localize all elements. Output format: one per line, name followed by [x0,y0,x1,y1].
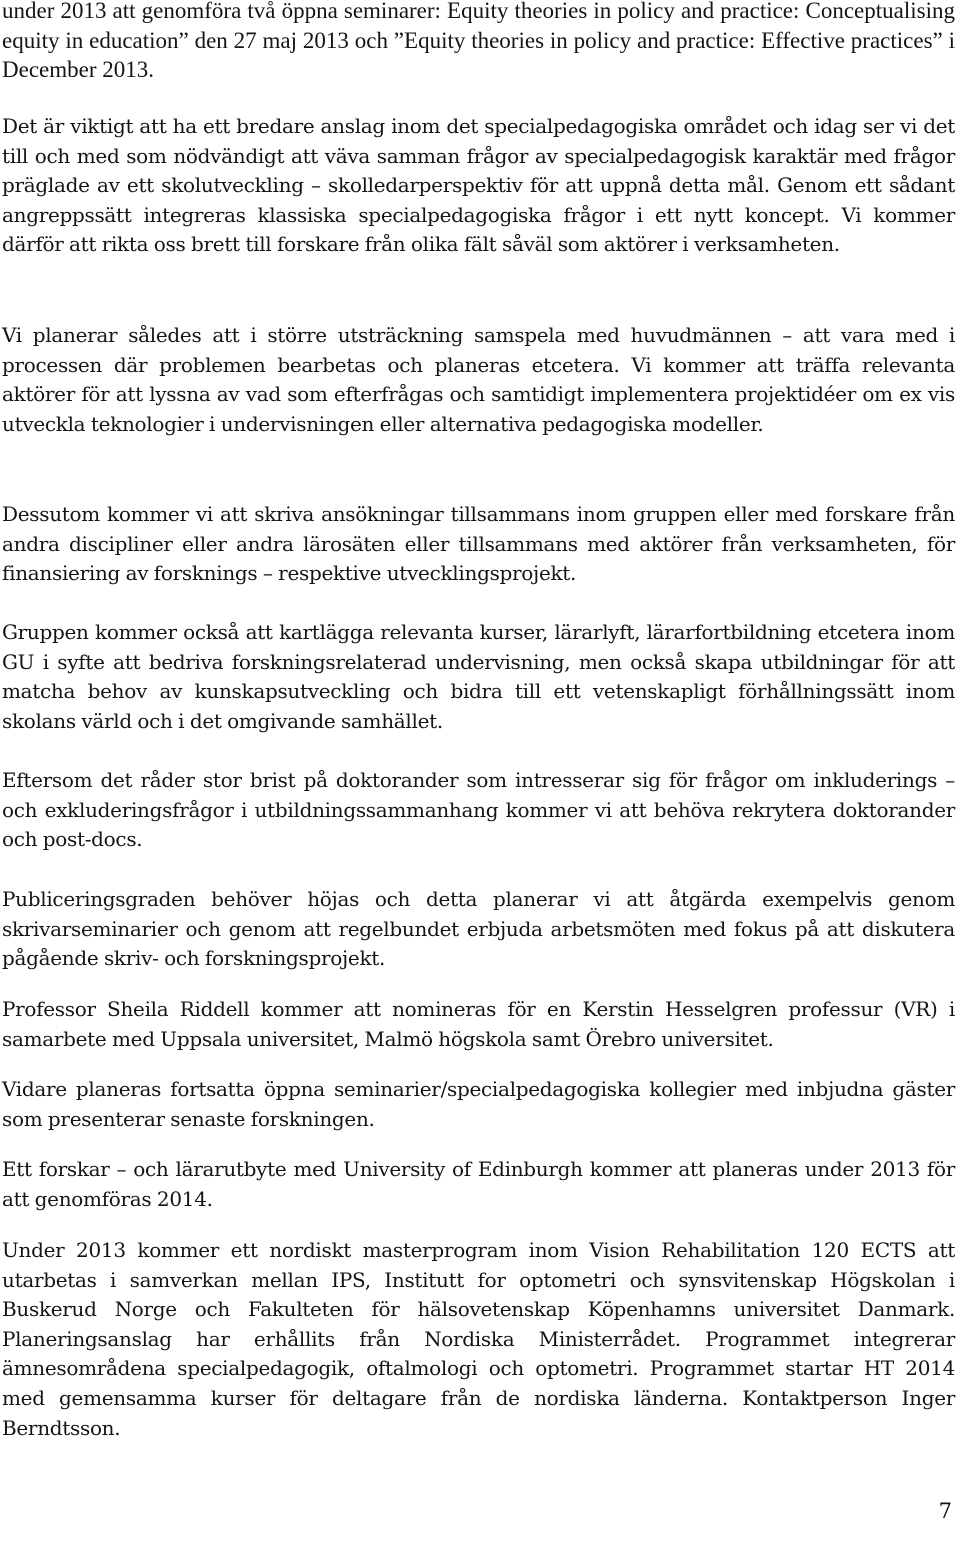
paragraph-master-programme: Under 2013 kommer ett nordiskt masterprogram inom Vision Rehabilitation 120 ECTS att utarbetas i samverkan mellan IPS, Institutt for optometri och synsvitenskap Högskolan i Buskerud Norge och Fakulteten för hälsovetenskap Köpenhamns universitet Danmark. Planeringsanslag har erhållits från Nordiska Ministerrådet. Programmet integrerar ämnesområdena specialpedagogik, oftalmologi och optometri. Programmet startar HT 2014 med gemensamma kurser för deltagare från de nordiska länderna. Kontaktperson Inger Berndtsson. [2,1238,955,1440]
paragraph-courses-survey: Gruppen kommer också att kartlägga relevanta kurser, lärarlyft, lärarfortbildning etcetera inom GU i syfte att bedriva forskningsrelaterad undervisning, men också skapa utbildningar för att matcha behov av kunskapsutveckling och bidra till ett vetenskapligt förhållningssätt inom skolans värld och i det omgivande samhället. [2,620,955,733]
paragraph-seminars: under 2013 att genomföra två öppna seminarer: Equity theories in policy and practice: Conceptualising equity in education” den 27 maj 2013 och ”Equity theories in policy and practice: Effective practices” i December 2013. [2,0,955,83]
page-number: 7 [938,1499,952,1523]
paragraph-collaboration-principals: Vi planerar således att i större utsträckning samspela med huvudmännen – att vara med i processen där problemen bearbetas och planeras etcetera. Vi kommer att träffa relevanta aktörer för att lyssna av vad som efterfrågas och samtidigt implementera projektidéer om ex vis utveckla teknologier i undervisningen eller alternativa pedagogiska modeller. [2,323,955,436]
paragraph-broader-scope: Det är viktigt att ha ett bredare anslag inom det specialpedagogiska området och idag ser vi det till och med som nödvändigt att väva samman frågor av specialpedagogisk karaktär med frågor präglade av ett skolutveckling – skolledarperspektiv för att uppnå detta mål. Genom ett sådant angreppssätt integreras klassiska specialpedagogiska frågor i ett nytt koncept. Vi kommer därför att rikta oss brett till forskare från olika fält såväl som aktörer i verksamheten. [2,114,955,257]
paragraph-applications: Dessutom kommer vi att skriva ansökningar tillsammans inom gruppen eller med forskare från andra discipliner eller andra lärosäten eller tillsammans med aktörer från verksamheten, för finansiering av forsknings – respektive utvecklingsprojekt. [2,502,955,586]
paragraph-edinburgh-exchange: Ett forskar – och lärarutbyte med University of Edinburgh kommer att planeras under 2013 för att genomföras 2014. [2,1157,955,1211]
paragraph-seminars-continued: Vidare planeras fortsatta öppna seminarier/specialpedagogiska kollegier med inbjudna gäster som presenterar senaste forskningen. [2,1077,955,1131]
paragraph-publication: Publiceringsgraden behöver höjas och detta planerar vi att åtgärda exempelvis genom skrivarseminarier och genom att regelbundet erbjuda arbetsmöten med fokus på att diskutera pågående skriv- och forskningsprojekt. [2,887,955,971]
paragraph-doctoral-recruitment: Eftersom det råder stor brist på doktorander som intresserar sig för frågor om inkluderings – och exkluderingsfrågor i utbildningssammanhang kommer vi att behöva rekrytera doktorander och post-docs. [2,768,955,852]
paragraph-professorship: Professor Sheila Riddell kommer att nomineras för en Kerstin Hesselgren professur (VR) i samarbete med Uppsala universitet, Malmö högskola samt Örebro universitet. [2,997,955,1051]
